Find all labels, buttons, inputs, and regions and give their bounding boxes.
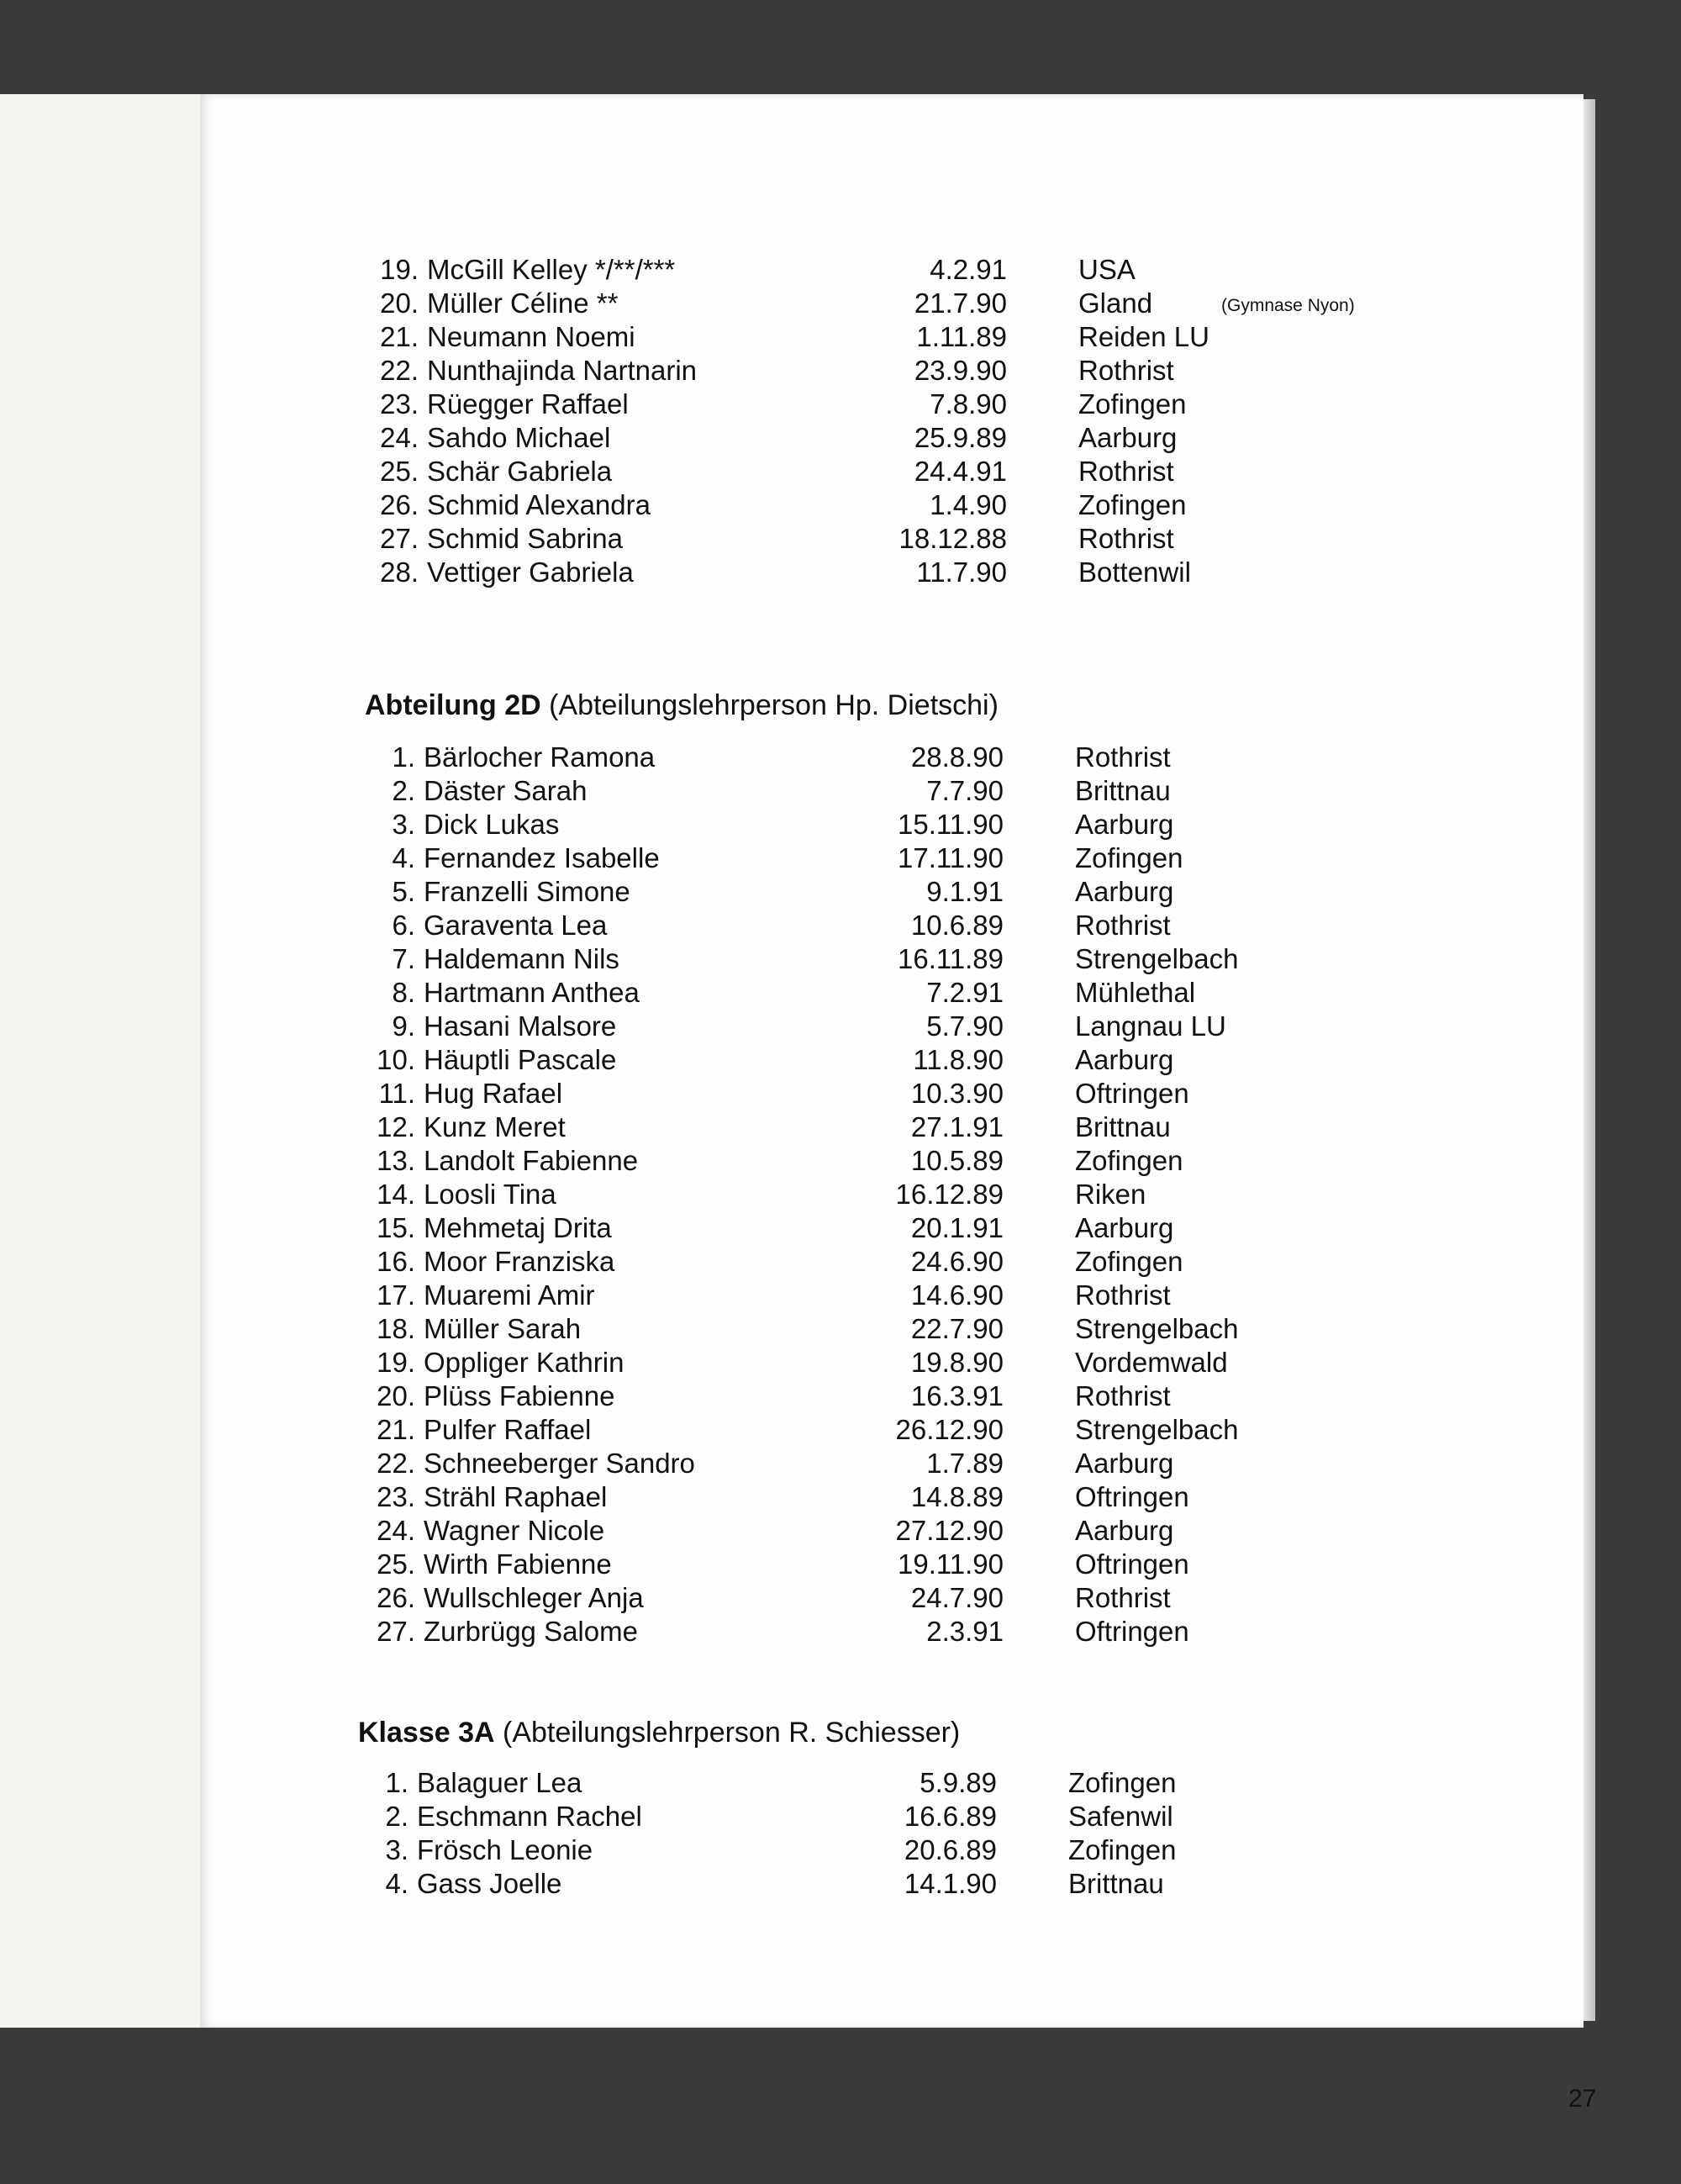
section-title: Abteilung 2D	[365, 689, 541, 721]
student-town: Brittnau	[1075, 775, 1171, 806]
student-town: Zofingen	[1068, 1767, 1177, 1798]
student-name: Schneeberger Sandro	[424, 1448, 695, 1479]
student-town: Strengelbach	[1075, 943, 1239, 974]
student-name: Hug Rafael	[424, 1078, 563, 1109]
student-town: Oftringen	[1075, 1616, 1189, 1647]
student-date: 16.6.89	[904, 1801, 997, 1832]
student-town: Zofingen	[1078, 388, 1187, 419]
student-date: 1.11.89	[916, 321, 1007, 352]
student-name: Däster Sarah	[424, 775, 588, 806]
student-town: Rothrist	[1075, 1279, 1171, 1311]
student-date: 10.3.90	[910, 1078, 1004, 1109]
student-num: 23.	[380, 388, 419, 419]
student-date: 23.9.90	[914, 355, 1007, 386]
student-num: 6.	[392, 910, 415, 941]
student-name: Kunz Meret	[424, 1111, 566, 1142]
student-num: 21.	[377, 1414, 415, 1445]
student-num: 4.	[385, 1868, 408, 1899]
student-date: 10.5.89	[910, 1145, 1004, 1176]
student-date: 1.7.89	[926, 1448, 1004, 1479]
student-date: 20.6.89	[904, 1834, 997, 1865]
student-num: 14.	[377, 1179, 415, 1210]
student-name: Oppliger Kathrin	[424, 1347, 624, 1378]
student-name: Balaguer Lea	[417, 1767, 582, 1798]
student-num: 22.	[377, 1448, 415, 1479]
student-date: 17.11.90	[897, 842, 1004, 873]
student-date: 27.12.90	[895, 1515, 1004, 1546]
student-town: Rothrist	[1075, 1582, 1171, 1613]
student-date: 26.12.90	[895, 1414, 1004, 1445]
student-town: Zofingen	[1068, 1834, 1177, 1865]
student-name: Fernandez Isabelle	[424, 842, 660, 873]
student-date: 19.8.90	[910, 1347, 1004, 1378]
student-date: 2.3.91	[926, 1616, 1004, 1647]
student-name: Strähl Raphael	[424, 1481, 608, 1512]
student-date: 5.9.89	[920, 1767, 997, 1798]
student-date: 16.12.89	[895, 1179, 1004, 1210]
student-name: Mehmetaj Drita	[424, 1212, 612, 1243]
student-town: Aarburg	[1075, 1448, 1174, 1479]
student-date: 16.11.89	[897, 943, 1004, 974]
section-heading-2d	[365, 689, 999, 722]
student-name: Wagner Nicole	[424, 1515, 605, 1546]
student-num: 7.	[392, 943, 415, 974]
student-name: Schär Gabriela	[427, 456, 613, 487]
student-town: Zofingen	[1075, 1145, 1183, 1176]
student-town: Gland	[1078, 288, 1153, 319]
section-heading-3a	[358, 1717, 960, 1749]
student-num: 28.	[380, 557, 419, 588]
student-date: 7.8.90	[930, 388, 1007, 419]
student-num: 11.	[378, 1078, 415, 1109]
student-num: 22.	[380, 355, 419, 386]
student-num: 13.	[377, 1145, 415, 1176]
student-town: Rothrist	[1078, 355, 1174, 386]
student-num: 26.	[380, 489, 419, 520]
student-num: 25.	[377, 1548, 415, 1580]
student-date: 27.1.91	[910, 1111, 1004, 1142]
student-town: Bottenwil	[1078, 557, 1191, 588]
student-date: 7.7.90	[926, 775, 1004, 806]
student-num: 5.	[392, 876, 415, 907]
student-town: Aarburg	[1075, 876, 1174, 907]
student-town: Aarburg	[1075, 809, 1174, 840]
student-date: 25.9.89	[914, 422, 1007, 453]
student-name: Sahdo Michael	[427, 422, 611, 453]
student-town: Reiden LU	[1078, 321, 1209, 352]
student-town: Rothrist	[1075, 741, 1171, 773]
student-num: 23.	[377, 1481, 415, 1512]
student-num: 9.	[392, 1010, 415, 1042]
student-town: Strengelbach	[1075, 1414, 1239, 1445]
student-name: Loosli Tina	[424, 1179, 556, 1210]
student-town: Aarburg	[1078, 422, 1178, 453]
student-num: 4.	[392, 842, 415, 873]
student-num: 16.	[377, 1246, 415, 1277]
student-town: Rothrist	[1075, 910, 1171, 941]
student-name: Schmid Sabrina	[427, 523, 623, 554]
student-town: Riken	[1075, 1179, 1146, 1210]
student-name: Vettiger Gabriela	[427, 557, 634, 588]
student-name: Wullschleger Anja	[424, 1582, 644, 1613]
student-name: McGill Kelley */**/***	[427, 254, 676, 285]
student-name: Rüegger Raffael	[427, 388, 629, 419]
student-name: Garaventa Lea	[424, 910, 608, 941]
student-num: 27.	[380, 523, 419, 554]
student-date: 14.6.90	[910, 1279, 1004, 1311]
student-num: 26.	[377, 1582, 415, 1613]
student-name: Franzelli Simone	[424, 876, 630, 907]
student-num: 24.	[380, 422, 419, 453]
student-note: (Gymnase Nyon)	[1221, 296, 1355, 315]
student-date: 15.11.90	[897, 809, 1004, 840]
student-date: 11.8.90	[913, 1044, 1004, 1075]
student-name: Haldemann Nils	[424, 943, 619, 974]
student-town: Aarburg	[1075, 1044, 1174, 1075]
student-name: Muaremi Amir	[424, 1279, 595, 1311]
student-date: 1.4.90	[930, 489, 1007, 520]
student-name: Nunthajinda Nartnarin	[427, 355, 698, 386]
student-date: 16.3.91	[910, 1380, 1004, 1411]
student-name: Dick Lukas	[424, 809, 560, 840]
student-date: 14.1.90	[904, 1868, 997, 1899]
student-name: Gass Joelle	[417, 1868, 562, 1899]
student-town: Strengelbach	[1075, 1313, 1239, 1344]
student-town: Oftringen	[1075, 1078, 1189, 1109]
student-date: 10.6.89	[910, 910, 1004, 941]
student-date: 5.7.90	[926, 1010, 1004, 1042]
student-name: Wirth Fabienne	[424, 1548, 612, 1580]
student-num: 2.	[392, 775, 415, 806]
student-num: 3.	[385, 1834, 408, 1865]
student-name: Hasani Malsore	[424, 1010, 617, 1042]
student-name: Schmid Alexandra	[427, 489, 651, 520]
student-town: Oftringen	[1075, 1481, 1189, 1512]
student-date: 28.8.90	[910, 741, 1004, 773]
student-date: 21.7.90	[914, 288, 1007, 319]
student-num: 27.	[377, 1616, 415, 1647]
student-name: Landolt Fabienne	[424, 1145, 639, 1176]
student-date: 9.1.91	[926, 876, 1004, 907]
student-town: Zofingen	[1075, 842, 1183, 873]
student-num: 17.	[377, 1279, 415, 1311]
student-num: 3.	[392, 809, 415, 840]
student-date: 24.6.90	[910, 1246, 1004, 1277]
student-town: Aarburg	[1075, 1212, 1174, 1243]
student-num: 1.	[392, 741, 415, 773]
student-name: Eschmann Rachel	[417, 1801, 642, 1832]
student-num: 19.	[380, 254, 419, 285]
student-town: Zofingen	[1075, 1246, 1183, 1277]
student-date: 11.7.90	[916, 557, 1007, 588]
student-town: Mühlethal	[1075, 977, 1196, 1008]
student-town: Rothrist	[1075, 1380, 1171, 1411]
student-date: 22.7.90	[910, 1313, 1004, 1344]
student-num: 1.	[385, 1767, 408, 1798]
student-name: Müller Céline **	[427, 288, 619, 319]
student-num: 20.	[380, 288, 419, 319]
student-num: 20.	[377, 1380, 415, 1411]
student-date: 18.12.88	[898, 523, 1007, 554]
student-date: 14.8.89	[910, 1481, 1004, 1512]
student-date: 20.1.91	[910, 1212, 1004, 1243]
student-date: 4.2.91	[930, 254, 1007, 285]
section-teacher: (Abteilungslehrperson R. Schiesser)	[494, 1717, 961, 1749]
facing-page-edge	[0, 94, 200, 2028]
student-name: Hartmann Anthea	[424, 977, 640, 1008]
page-edge-shadow	[1584, 99, 1595, 2021]
student-name: Moor Franziska	[424, 1246, 615, 1277]
student-date: 24.4.91	[914, 456, 1007, 487]
student-num: 19.	[377, 1347, 415, 1378]
student-date: 24.7.90	[910, 1582, 1004, 1613]
student-town: Zofingen	[1078, 489, 1187, 520]
student-town: Safenwil	[1068, 1801, 1173, 1832]
student-num: 15.	[377, 1212, 415, 1243]
student-name: Frösch Leonie	[417, 1834, 593, 1865]
student-town: Langnau LU	[1075, 1010, 1226, 1042]
student-town: Oftringen	[1075, 1548, 1189, 1580]
student-name: Bärlocher Ramona	[424, 741, 656, 773]
student-num: 2.	[385, 1801, 408, 1832]
student-date: 19.11.90	[897, 1548, 1004, 1580]
student-town: Brittnau	[1068, 1868, 1164, 1899]
student-num: 21.	[380, 321, 419, 352]
section-title: Klasse 3A	[358, 1717, 495, 1749]
student-town: Rothrist	[1078, 456, 1174, 487]
student-name: Pulfer Raffael	[424, 1414, 592, 1445]
page-number: 27	[1568, 2085, 1597, 2113]
student-num: 12.	[377, 1111, 415, 1142]
section-teacher: (Abteilungslehrperson Hp. Dietschi)	[540, 689, 999, 721]
student-date: 7.2.91	[926, 977, 1004, 1008]
student-name: Müller Sarah	[424, 1313, 582, 1344]
student-num: 25.	[380, 456, 419, 487]
student-town: Vordemwald	[1075, 1347, 1228, 1378]
student-town: Aarburg	[1075, 1515, 1174, 1546]
document-page	[200, 94, 1597, 2113]
student-num: 18.	[377, 1313, 415, 1344]
student-name: Zurbrügg Salome	[424, 1616, 638, 1647]
student-name: Plüss Fabienne	[424, 1380, 615, 1411]
student-num: 8.	[392, 977, 415, 1008]
student-town: USA	[1078, 254, 1136, 285]
student-town: Brittnau	[1075, 1111, 1171, 1142]
student-num: 10.	[377, 1044, 415, 1075]
student-name: Häuptli Pascale	[424, 1044, 617, 1075]
student-num: 24.	[377, 1515, 415, 1546]
student-name: Neumann Noemi	[427, 321, 635, 352]
student-town: Rothrist	[1078, 523, 1174, 554]
